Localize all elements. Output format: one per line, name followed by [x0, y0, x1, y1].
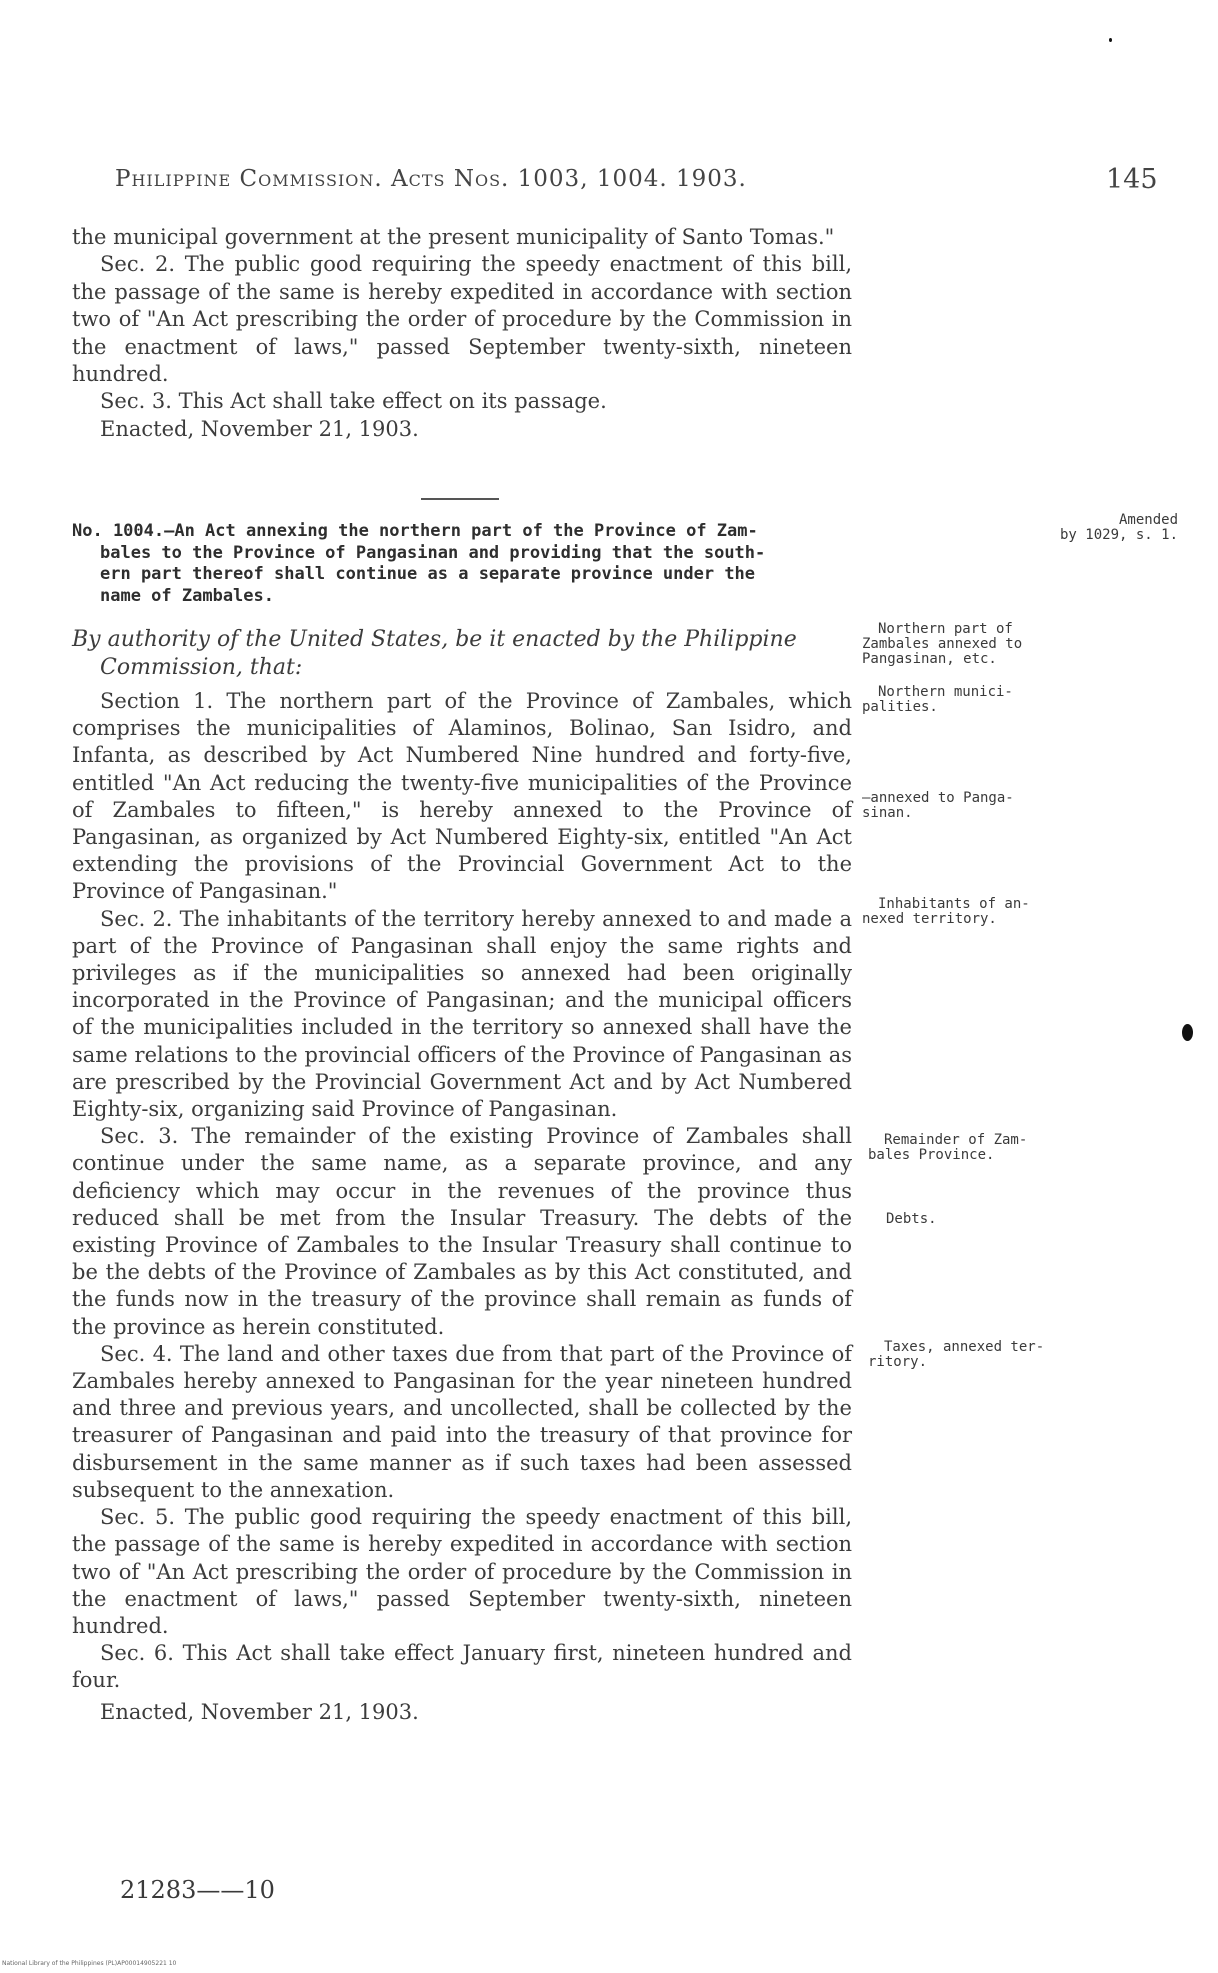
- margin-note-northern-municipalities: [862, 685, 1013, 715]
- act-1003-sec-3: Sec. 3. This Act shall take effect on its passage.: [100, 389, 607, 414]
- act-1004-section-4: Sec. 4. The land and other taxes due from that part of the Province of Zambales hereby annexed to Pangasinan for the year nineteen hundred and three and previous years, and uncollected, shall be collected by the treasurer of Pangasinan and paid into the treasury of that province for disbursement in the same manner as if such taxes had been assessed subsequent to the annexation.: [72, 1341, 852, 1502]
- act-1004-heading-line-4: name of Zambales.: [100, 585, 274, 606]
- act-1004-enacted: Enacted, November 21, 1903.: [100, 1699, 419, 1724]
- margin-note-amended-line-2: by 1029, s. 1.: [1060, 527, 1179, 543]
- act-1004-section-2: Sec. 2. The inhabitants of the territory hereby annexed to and made a part of the Province of Pangasinan shall enjoy the same rights and privileges as if the municipalities so annexed had been originally incorporated in the Province of Pangasinan; and the municipal officers of the municipalities included in the territory so annexed shall have the same relations to the provincial officers of the Province of Pangasinan as are prescribed by the Provincial Government Act and by Act Numbered Eighty-six, organizing said Province of Pangasinan.: [72, 906, 852, 1122]
- act-1003-tail: [72, 224, 852, 443]
- act-1004-heading-line-1: No. 1004.—An Act annexing the northern part of the Province of Zam-: [72, 521, 758, 541]
- margin-note-inhabitants: [862, 897, 1030, 927]
- act-1004-section-3: Sec. 3. The remainder of the existing Province of Zambales shall continue under the same name, as a separate province, and any deficiency which may occur in the revenues of the province thus reduced shall be met from the Insular Treasury. The debts of the existing Province of Zambales to the Insular Treasury shall continue to be the debts of the Province of Zambales as by this Act constituted, and the funds now in the treasury of the province shall remain as funds of the province as herein constituted.: [72, 1124, 852, 1339]
- margin-note-remainder-line-2: bales Province.: [868, 1147, 995, 1163]
- margin-note-taxes: [868, 1340, 1044, 1370]
- margin-note-taxes-line-2: ritory.: [868, 1354, 928, 1370]
- page-number: 145: [1106, 164, 1158, 195]
- margin-note-annexed-line-2: sinan.: [862, 805, 913, 821]
- margin-note-debts: Debts.: [886, 1211, 937, 1227]
- enacting-clause: [72, 626, 857, 682]
- act-1004-heading-line-2: bales to the Province of Pangasinan and providing that the south-: [100, 542, 766, 563]
- margin-note-annexed-line-1: —annexed to Panga-: [862, 790, 1014, 806]
- act-1004-section-1: Section 1. The northern part of the Province of Zambales, which comprises the municipalities of Alaminos, Bolinao, San Isidro, and Infanta, as described by Act Numbered Nine hundred and forty-five, entitled "An Act reducing the twenty-five municipalities of the Province of Zambales to fifteen," is hereby annexed to the Province of Pangasinan, as organized by Act Numbered Eighty-six, entitled "An Act extending the provisions of the Provincial Government Act to the Province of Pangasinan.": [72, 689, 852, 904]
- scan-speck: [1109, 38, 1112, 42]
- margin-note-amended: [1060, 513, 1178, 543]
- running-head: Philippine Commission. Acts Nos. 1003, 1004. 1903.: [115, 166, 747, 192]
- scan-speck: [1182, 1024, 1193, 1041]
- act-1003-continuation: the municipal government at the present municipality of Santo Tomas.": [72, 225, 835, 249]
- enacting-clause-line-1: By authority of the United States, be it enacted by the Philippine: [72, 627, 797, 652]
- act-1004-section-6: Sec. 6. This Act shall take effect January first, nineteen hundred and four.: [72, 1641, 852, 1693]
- act-1004-heading: [72, 521, 852, 607]
- margin-note-inhab-line-1: Inhabitants of an-: [878, 896, 1030, 912]
- margin-note-remainder-line-1: Remainder of Zam-: [884, 1132, 1028, 1148]
- act-1004-section-5: Sec. 5. The public good requiring the speedy enactment of this bill, the passage of the same is hereby expedited in accordance with section two of "An Act prescribing the order of procedure by the Commission in the enactment of laws," passed September twenty-sixth, nineteen hundred.: [72, 1505, 852, 1638]
- act-1004-body: [72, 688, 852, 1726]
- margin-note-annexed: [862, 791, 1014, 821]
- scan-caption: National Library of the Philippines (PL)AP00014905221 10: [2, 1960, 177, 1967]
- enacting-clause-line-2: Commission, that:: [100, 655, 303, 680]
- act-1003-enacted: Enacted, November 21, 1903.: [100, 416, 419, 441]
- margin-note-munic-line-1: Northern munici-: [878, 684, 1013, 700]
- printer-signature: 21283——10: [120, 1876, 275, 1904]
- act-1004-heading-line-3: ern part thereof shall continue as a separate province under the: [100, 564, 756, 585]
- margin-note-munic-line-2: palities.: [862, 699, 938, 715]
- margin-note-inhab-line-2: nexed territory.: [862, 911, 997, 927]
- margin-note-northern-part: [862, 622, 1022, 667]
- margin-note-northern-line-3: Pangasinan, etc.: [862, 651, 997, 667]
- margin-note-northern-line-1: Northern part of: [878, 621, 1013, 637]
- act-1003-sec-2: Sec. 2. The public good requiring the speedy enactment of this bill, the passage of the same is hereby expedited in accordance with section two of "An Act prescribing the order of procedure by the Commission in the enactment of laws," passed September twenty-sixth, nineteen hundred.: [72, 252, 852, 387]
- margin-note-taxes-line-1: Taxes, annexed ter-: [884, 1339, 1045, 1355]
- margin-note-remainder: [868, 1133, 1027, 1163]
- margin-note-northern-line-2: Zambales annexed to: [862, 636, 1023, 652]
- section-divider: [421, 498, 499, 500]
- margin-note-amended-line-1: Amended: [1119, 512, 1179, 528]
